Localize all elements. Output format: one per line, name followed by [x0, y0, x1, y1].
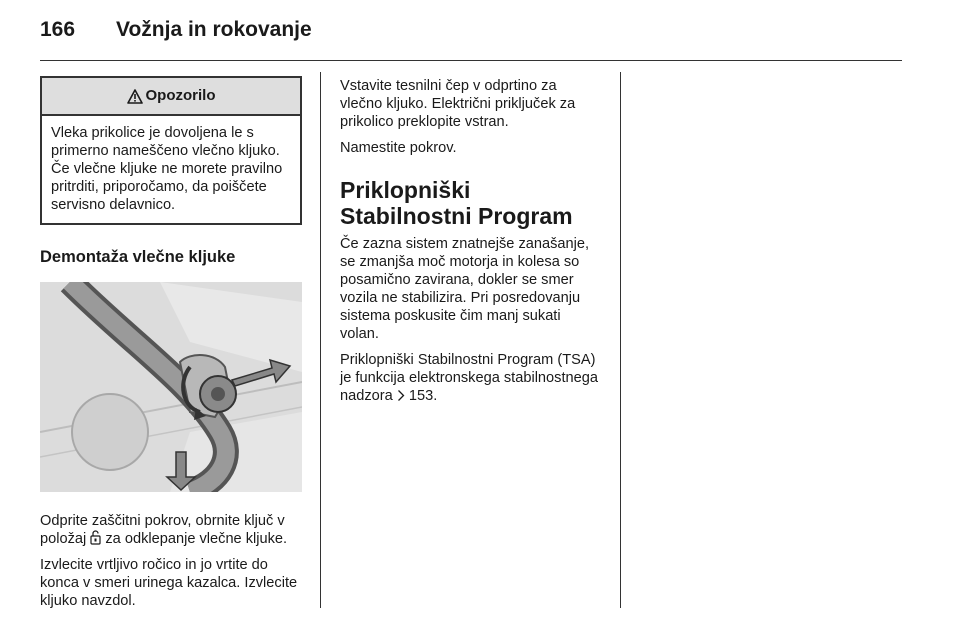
- warning-text: Vleka prikolice je dovoljena le s primerno nameščeno vlečno kljuko. Če vlečne kljuke ne morete pravilno pritrditi, priporočamo, da poiščete servisno delavnico.: [51, 125, 283, 213]
- paragraph-tsa-reference: Priklopniški Stabilnostni Program (TSA) je funkcija elektronskega stabilnostnega nadzora 153.: [340, 352, 598, 404]
- page-header: [40, 18, 312, 42]
- header-rule: [40, 60, 902, 61]
- warning-triangle-icon: [127, 89, 143, 104]
- paragraph-insert-plug: Vstavite tesnilni čep v odprtino za vlečno kljuko. Električni priključek za prikolico preklopite vstran.: [340, 78, 576, 130]
- page-reference-icon: [397, 389, 405, 402]
- page-title: Vožnja in rokovanje: [116, 18, 312, 41]
- paragraph-fit-cover: Namestite pokrov.: [340, 140, 457, 156]
- unlock-icon: [90, 530, 101, 545]
- page-number: 166: [40, 18, 76, 41]
- warning-box: [40, 76, 302, 225]
- warning-header: [42, 78, 300, 116]
- paragraph-open-cover: Odprite zaščitni pokrov, obrnite ključ v položaj za odklepanje vlečne kljuke.: [40, 513, 288, 547]
- section-title-tsa: Priklopniški Stabilnostni Program: [340, 177, 573, 229]
- left-column: [40, 76, 302, 610]
- section-title-tow-hook-removal: Demontaža vlečne kljuke: [40, 248, 236, 266]
- tow-hook-illustration: [40, 282, 302, 492]
- column-divider: [320, 72, 321, 608]
- warning-title: Opozorilo: [145, 87, 216, 104]
- middle-column: [340, 77, 602, 405]
- paragraph-tsa-function: Če zazna sistem znatnejše zanašanje, se zmanjša moč motorja in kolesa so posamično zavirana, dokler se smer vozila ne stabilizira. Pri posredovanju sistema poskusite čim manj sukati volan.: [340, 236, 590, 342]
- paragraph-rotate-lever: Izvlecite vrtljivo ročico in jo vrtite do konca v smeri urinega kazalca. Izvlecite kljuko navzdol.: [40, 557, 298, 609]
- column-divider: [620, 72, 621, 608]
